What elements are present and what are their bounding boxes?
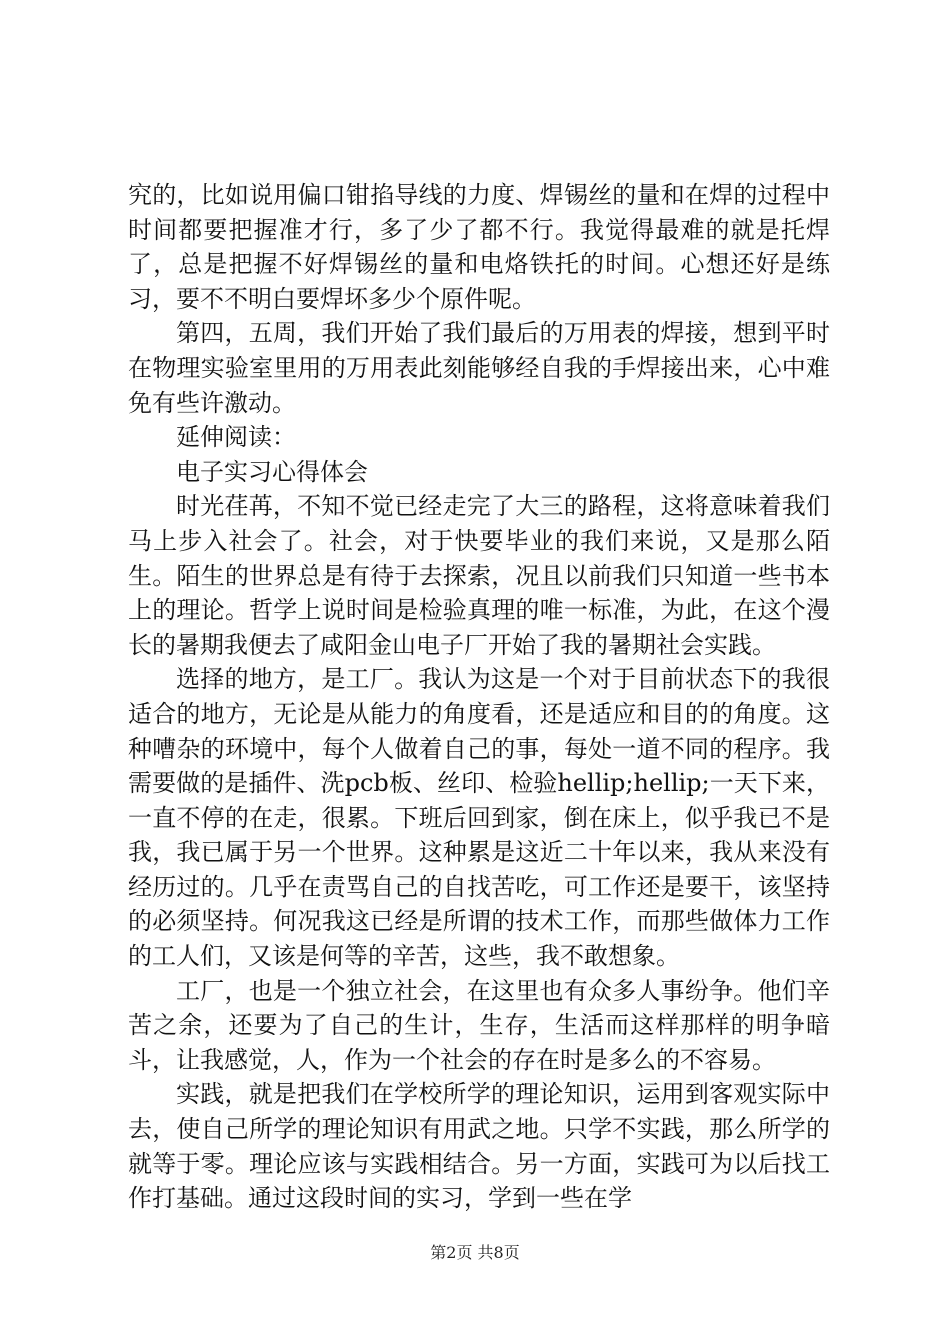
document-body bbox=[128, 178, 830, 1216]
paragraph-soldering-technique: 究的，比如说用偏口钳掐导线的力度、焊锡丝的量和在焊的过程中时间都要把握准才行，多了少了都不行。我觉得最难的就是托焊了，总是把握不好焊锡丝的量和电烙铁托的时间。心想还好是练习，要不不明白要焊坏多少个原件呢。 bbox=[128, 181, 830, 313]
extended-reading-label: 延伸阅读： bbox=[176, 423, 296, 452]
paragraph-factory-society: 工厂，也是一个独立社会，在这里也有众多人事纷争。他们辛苦之余，还要为了自己的生计，生存，生活而这样那样的明争暗斗，让我感觉，人，作为一个社会的存在时是多么的不容易。 bbox=[128, 976, 830, 1074]
paragraph-multimeter-welding: 第四，五周，我们开始了我们最后的万用表的焊接，想到平时在物理实验室里用的万用表此刻能够经自我的手焊接出来，心中难免有些许激动。 bbox=[128, 319, 830, 417]
page-footer: 第2页 共8页 bbox=[430, 1243, 520, 1262]
section-title: 电子实习心得体会 bbox=[176, 457, 368, 486]
paragraph-factory-choice: 选择的地方，是工厂。我认为这是一个对于目前状态下的我很适合的地方，无论是从能力的角度看，还是适应和目的的角度。这种嘈杂的环境中，每个人做着自己的事，每处一道不同的程序。我需要做的是插件、洗pcb板、丝印、检验hellip;hellip;一天下来，一直不停的在走，很累。下班后回到家，倒在床上，似乎我已不是我，我已属于另一个世界。这种累是这近二十年以来，我从来没有经历过的。几乎在责骂自己的自找苦吃，可工作还是要干，该坚持的必须坚持。何况我这已经是所谓的技术工作，而那些做体力工作的工人们，又该是何等的辛苦，这些，我不敢想象。 bbox=[128, 665, 830, 971]
paragraph-time-passes: 时光荏苒，不知不觉已经走完了大三的路程，这将意味着我们马上步入社会了。社会，对于快要毕业的我们来说，又是那么陌生。陌生的世界总是有待于去探索，况且以前我们只知道一些书本上的理论。哲学上说时间是检验真理的唯一标准，为此，在这个漫长的暑期我便去了咸阳金山电子厂开始了我的暑期社会实践。 bbox=[128, 492, 830, 659]
paragraph-practice: 实践，就是把我们在学校所学的理论知识，运用到客观实际中去，使自己所学的理论知识有用武之地。只学不实践，那么所学的就等于零。理论应该与实践相结合。另一方面，实践可为以后找工作打基础。通过这段时间的实习，学到一些在学 bbox=[128, 1080, 830, 1213]
